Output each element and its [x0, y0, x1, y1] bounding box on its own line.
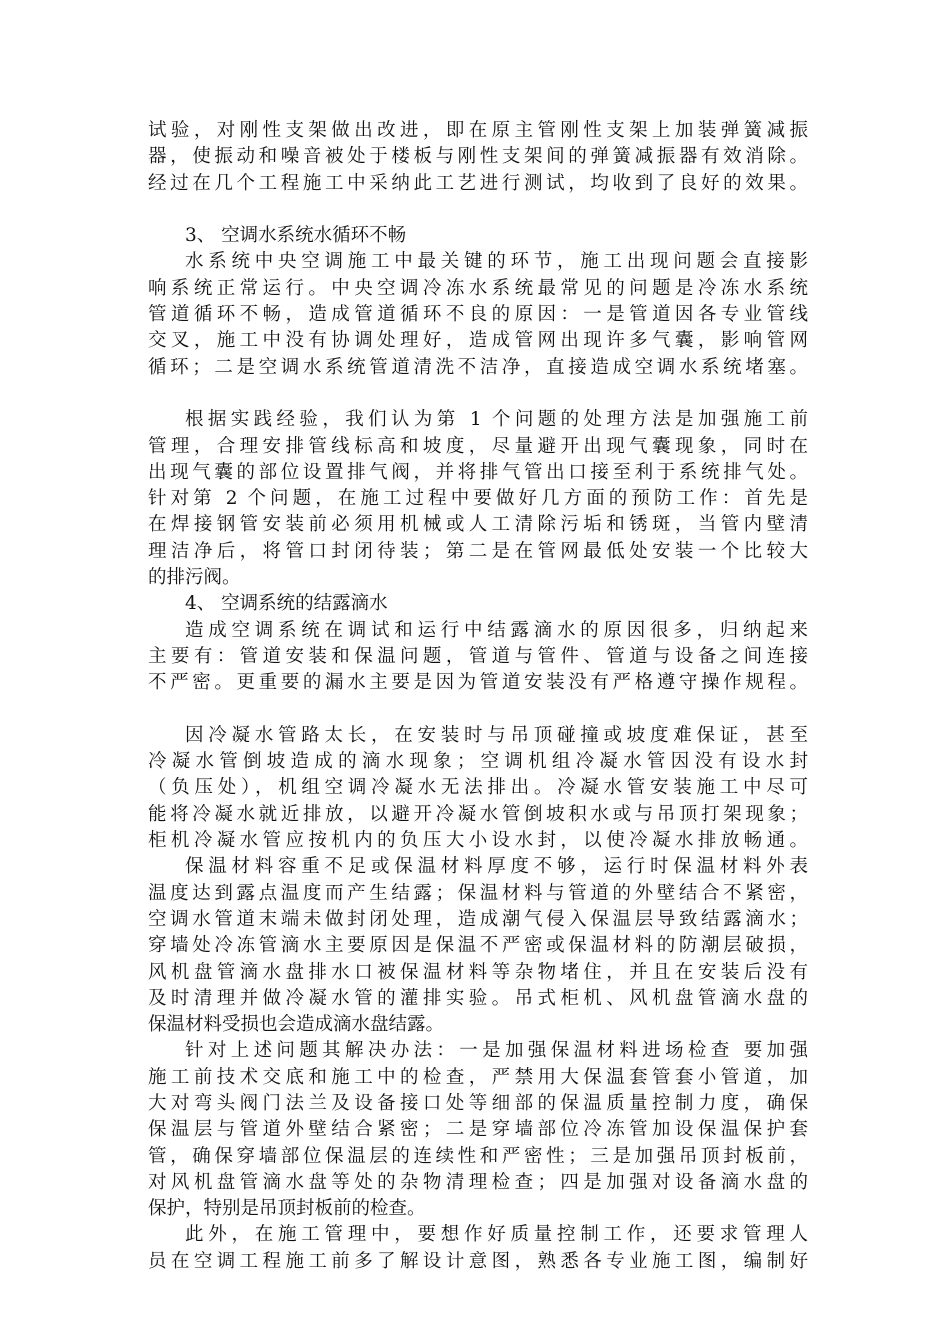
text-line: 因冷凝水管路太长，在安装时与吊顶碰撞或坡度难保证，甚至 — [185, 724, 808, 746]
text-line: 风机盘管滴水盘排水口被保温材料等杂物堵住，并且在安装后没有 — [148, 961, 808, 983]
text-line: 保温材料受损也会造成滴水盘结露。 — [148, 1014, 445, 1036]
text-line: 管理，合理安排管线标高和坡度，尽量避开出现气囊现象，同时在 — [148, 435, 808, 457]
text-line: 大对弯头阀门法兰及设备接口处等细部的保温质量控制力度，确保 — [148, 1092, 808, 1114]
section-heading-4: 4、 空调系统的结露滴水 — [185, 593, 388, 615]
text-line: 器，使振动和噪音被处于楼板与刚性支架间的弹簧减振器有效消除。 — [148, 146, 808, 168]
text-line: 保温材料容重不足或保温材料厚度不够，运行时保温材料外表 — [185, 856, 808, 878]
text-line: 的排污阀。 — [148, 567, 241, 589]
text-line: 响系统正常运行。中央空调冷冻水系统最常见的问题是冷冻水系统 — [148, 277, 808, 299]
text-line: 出现气囊的部位设置排气阀，并将排气管出口接至利于系统排气处。 — [148, 461, 808, 483]
text-line: 经过在几个工程施工中采纳此工艺进行测试，均收到了良好的效果。 — [148, 172, 808, 194]
text-line: 在焊接钢管安装前必须用机械或人工清除污垢和锈斑，当管内壁清 — [148, 514, 808, 536]
text-line: 理洁净后，将管口封闭待装；第二是在管网最低处安装一个比较大 — [148, 540, 808, 562]
text-line: 管，确保穿墙部位保温层的连续性和严密性；三是加强吊顶封板前， — [148, 1145, 808, 1167]
text-line: 循环；二是空调水系统管道清洗不洁净，直接造成空调水系统堵塞。 — [148, 356, 808, 378]
text-line: 针对上述问题其解决办法：一是加强保温材料进场检查 要加强 — [185, 1040, 808, 1062]
paragraph-8 — [148, 1222, 808, 1275]
section-heading-3: 3、 空调水系统水循环不畅 — [185, 225, 407, 247]
text-line: 保护，特别是吊顶封板前的检查。 — [148, 1198, 426, 1220]
text-line: 造成空调系统在调试和运行中结露滴水的原因很多，归纳起来 — [185, 619, 808, 641]
text-line: 不严密。更重要的漏水主要是因为管道安装没有严格遵守操作规程。 — [148, 672, 808, 694]
text-line: 能将冷凝水就近排放，以避开冷凝水管倒坡积水或与吊顶打架现象； — [148, 803, 808, 825]
paragraph-gap — [148, 197, 808, 223]
text-line: 温度达到露点温度而产生结露；保温材料与管道的外壁结合不紧密， — [148, 882, 808, 904]
text-line: 空调水管道末端未做封闭处理，造成潮气侵入保温层导致结露滴水； — [148, 908, 808, 930]
paragraph-gap — [148, 697, 808, 723]
text-line: 试验，对刚性支架做出改进，即在原主管刚性支架上加装弹簧减振 — [148, 120, 808, 141]
text-line: 管道循环不畅，造成管道循环不良的原因：一是管道因各专业管线 — [148, 304, 808, 326]
text-line: 水系统中央空调施工中最关键的环节，施工出现问题会直接影 — [185, 251, 808, 273]
paragraph-gap — [148, 381, 808, 407]
paragraph-5 — [148, 723, 808, 854]
paragraph-4 — [148, 618, 808, 697]
text-line: 根据实践经验，我们认为第 1 个问题的处理方法是加强施工前 — [185, 409, 808, 431]
text-line: （负压处），机组空调冷凝水无法排出。冷凝水管安装施工中尽可 — [148, 777, 808, 799]
paragraph-6 — [148, 854, 808, 1038]
text-line: 施工前技术交底和施工中的检查，严禁用大保温套管套小管道，加 — [148, 1066, 808, 1088]
text-line: 穿墙处冷冻管滴水主要原因是保温不严密或保温材料的防潮层破损， — [148, 935, 808, 957]
text-line: 员在空调工程施工前多了解设计意图，熟悉各专业施工图，编制好 — [148, 1250, 808, 1272]
paragraph-2 — [148, 249, 808, 380]
text-line: 交叉，施工中没有协调处理好，造成管网出现许多气囊，影响管网 — [148, 330, 808, 352]
text-line: 对风机盘管滴水盘等处的杂物清理检查；四是加强对设备滴水盘的 — [148, 1171, 808, 1193]
text-line: 保温层与管道外壁结合紧密；二是穿墙部位冷冻管加设保温保护套 — [148, 1119, 808, 1141]
document-page — [148, 118, 808, 1275]
paragraph-7 — [148, 1038, 808, 1222]
text-line: 主要有：管道安装和保温问题，管道与管件、管道与设备之间连接 — [148, 645, 808, 667]
paragraph-3 — [148, 407, 808, 591]
text-line: 针对第 2 个问题，在施工过程中要做好几方面的预防工作：首先是 — [148, 488, 808, 510]
paragraph-1 — [148, 118, 808, 197]
text-line: 及时清理并做冷凝水管的灌排实验。吊式柜机、风机盘管滴水盘的 — [148, 987, 808, 1009]
text-line: 冷凝水管倒坡造成的滴水现象；空调机组冷凝水管因没有设水封 — [148, 751, 808, 773]
text-line: 此外，在施工管理中，要想作好质量控制工作，还要求管理人 — [185, 1224, 808, 1246]
text-line: 柜机冷凝水管应按机内的负压大小设水封，以使冷凝水排放畅通。 — [148, 830, 808, 852]
